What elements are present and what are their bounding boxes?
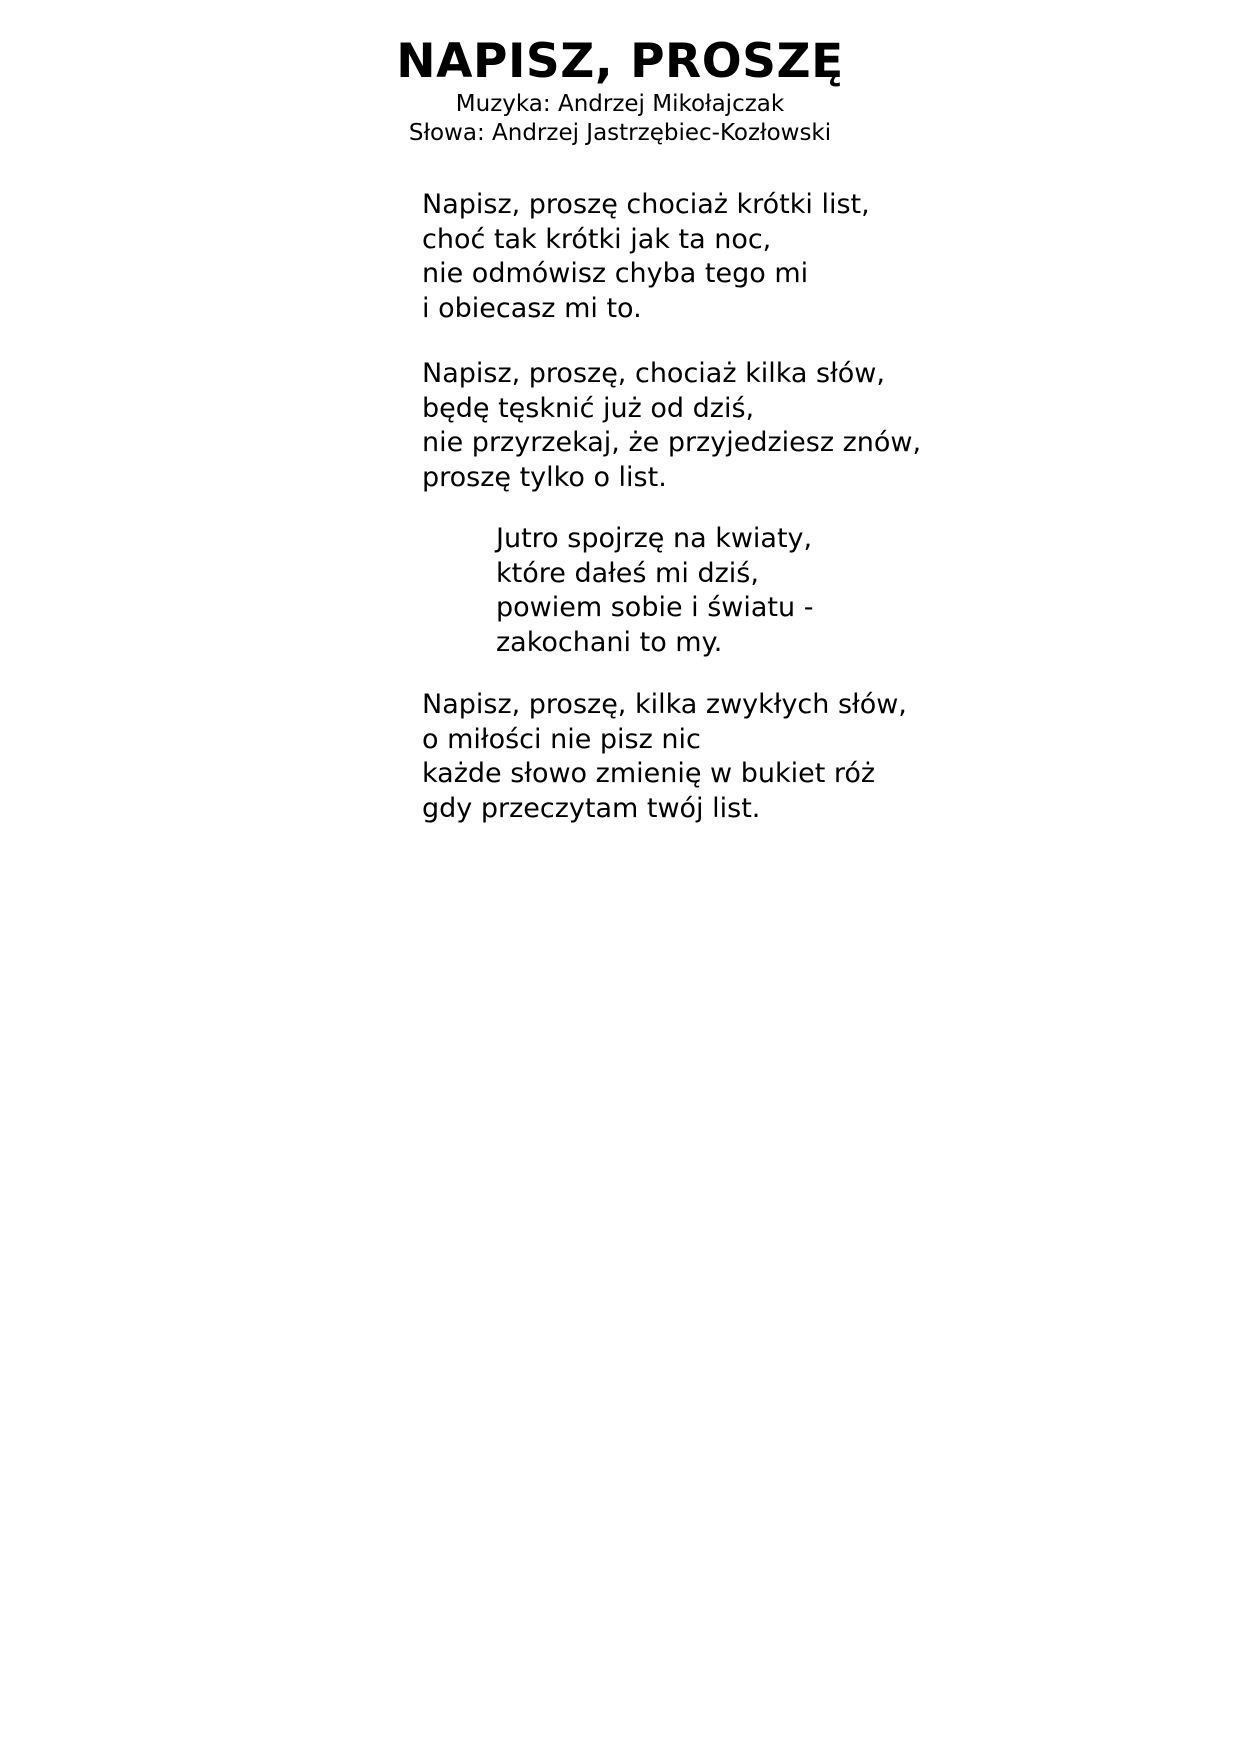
lyric-line: Napisz, proszę, kilka zwykłych słów, — [422, 689, 907, 720]
lyric-line: zakochani to my. — [496, 626, 723, 658]
music-credit: Muzyka: Andrzej Mikołajczak — [455, 91, 785, 117]
lyric-line: każde słowo zmienię w bukiet róż — [422, 758, 876, 789]
stanza-chorus — [496, 522, 813, 660]
lyric-line: powiem sobie i światu - — [496, 592, 814, 623]
lyric-line: gdy przeczytam twój list. — [422, 792, 761, 824]
stanza-verse-2 — [422, 357, 921, 495]
lyric-line: proszę tylko o list. — [422, 461, 667, 493]
stanza-verse-1 — [422, 188, 870, 326]
stanza-verse-3 — [422, 688, 907, 826]
lyric-line: i obiecasz mi to. — [422, 292, 642, 324]
lyric-line: o miłości nie pisz nic — [422, 723, 701, 755]
lyrics-credit: Słowa: Andrzej Jastrzębiec-Kozłowski — [408, 120, 832, 146]
lyric-line: które dałeś mi dziś, — [496, 557, 759, 589]
lyric-line: choć tak krótki jak ta noc, — [422, 223, 772, 255]
lyric-line: nie odmówisz chyba tego mi — [422, 258, 809, 289]
lyric-line: będę tęsknić już od dziś, — [422, 392, 755, 424]
lyric-line: Jutro spojrzę na kwiaty, — [496, 523, 813, 554]
lyric-line: Napisz, proszę chociaż krótki list, — [422, 189, 870, 220]
lyric-line: Napisz, proszę, chociaż kilka słów, — [422, 358, 885, 389]
lyric-line: nie przyrzekaj, że przyjedziesz znów, — [422, 427, 922, 458]
song-header — [0, 34, 1240, 148]
song-title: NAPISZ, PROSZĘ — [396, 34, 844, 89]
